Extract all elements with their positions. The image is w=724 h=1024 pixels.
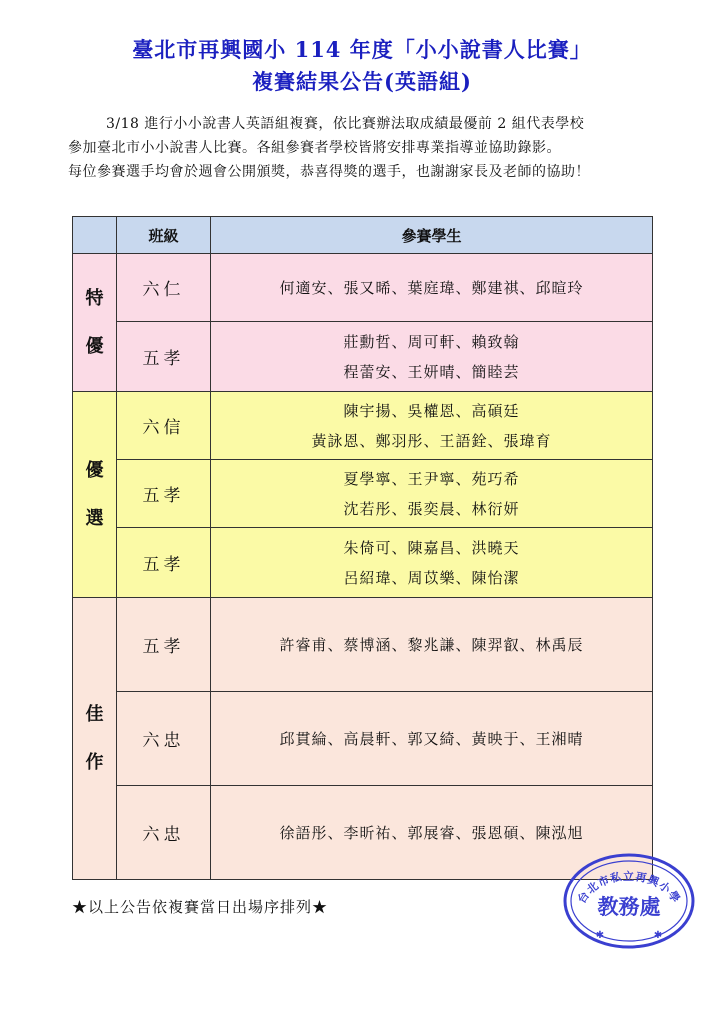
award-cell-honorable: [73, 598, 117, 880]
student-line: 黃詠恩、鄭羽彤、王語銓、張瑋育: [311, 431, 552, 450]
table-row: [73, 528, 653, 598]
award-char: 作: [85, 751, 104, 773]
student-line: 莊勳哲、周可軒、賴致翰: [343, 332, 520, 351]
table-row: [73, 598, 653, 692]
class-cell: 六忠: [117, 786, 211, 880]
results-table: [72, 216, 653, 880]
class-cell: 六忠: [117, 692, 211, 786]
students-cell: [211, 322, 653, 392]
student-line: 程蕾安、王妍晴、簡睦芸: [343, 362, 520, 381]
class-cell: 五孝: [117, 528, 211, 598]
table-row: [73, 692, 653, 786]
intro-line-3: 每位參賽選手均會於週會公開頒獎，恭喜得獎的選手，也謝謝家長及老師的協助！: [68, 164, 590, 180]
table-row: [73, 254, 653, 322]
students-cell: [211, 460, 653, 528]
seal-star-icon: ✱: [595, 930, 605, 941]
class-cell: 六仁: [117, 254, 211, 322]
intro-paragraph: [68, 112, 678, 184]
intro-line-2: 參加臺北市小小說書人比賽。各組參賽者學校皆將安排專業指導並協助錄影。: [68, 140, 561, 156]
award-char: 特: [85, 287, 104, 309]
student-line: 朱倚可、陳嘉昌、洪曉天: [343, 538, 520, 557]
award-char: 選: [85, 507, 104, 529]
students-cell: [211, 598, 653, 692]
seal-star-icon: ✱: [653, 930, 663, 941]
student-line: 陳宇揚、吳權恩、高碩廷: [343, 401, 520, 420]
table-row: [73, 460, 653, 528]
header-students: 參賽學生: [211, 217, 653, 254]
class-cell: 五孝: [117, 598, 211, 692]
footer-note: ★以上公告依複賽當日出場序排列★: [72, 898, 329, 916]
class-cell: 五孝: [117, 322, 211, 392]
award-char: 佳: [85, 703, 104, 725]
students-cell: [211, 254, 653, 322]
student-line: 許睿甫、蔡博涵、黎兆謙、陳羿叡、林禹辰: [279, 635, 584, 654]
award-char: 優: [85, 335, 104, 357]
header-award: [73, 217, 117, 254]
students-cell: [211, 528, 653, 598]
student-line: 沈若彤、張奕晨、林衍妍: [343, 499, 520, 518]
student-line: 呂紹瑋、周苡樂、陳怡潔: [343, 568, 520, 587]
award-cell-excellent: [73, 392, 117, 598]
seal-center-text: 教務處: [597, 894, 661, 919]
seal-ring-text: 台北市私立再興小學: [575, 870, 683, 906]
award-cell-special: [73, 254, 117, 392]
header-class: 班級: [117, 217, 211, 254]
class-cell: 五孝: [117, 460, 211, 528]
table-row: [73, 322, 653, 392]
school-seal-stamp: [562, 852, 696, 950]
student-line: 徐語彤、李昕祐、郭展睿、張恩碩、陳泓旭: [279, 823, 584, 842]
award-char: 優: [85, 459, 104, 481]
students-cell: [211, 392, 653, 460]
intro-line-1: 3/18 進行小小說書人英語組複賽，依比賽辦法取成績最優前 2 組代表學校: [106, 116, 585, 132]
table-row: [73, 392, 653, 460]
student-line: 夏學寧、王尹寧、苑巧希: [343, 469, 520, 488]
student-line: 邱貫綸、高晨軒、郭又綺、黃映于、王湘晴: [279, 729, 584, 748]
student-line: 何適安、張又晞、葉庭瑋、鄭建祺、邱暄玲: [279, 278, 584, 297]
table-header-row: [73, 217, 653, 254]
students-cell: [211, 692, 653, 786]
page-title-line1: 臺北市再興國小 114 年度「小小說書人比賽」: [132, 37, 592, 62]
class-cell: 六信: [117, 392, 211, 460]
page-title-line2: 複賽結果公告(英語組): [252, 69, 472, 94]
